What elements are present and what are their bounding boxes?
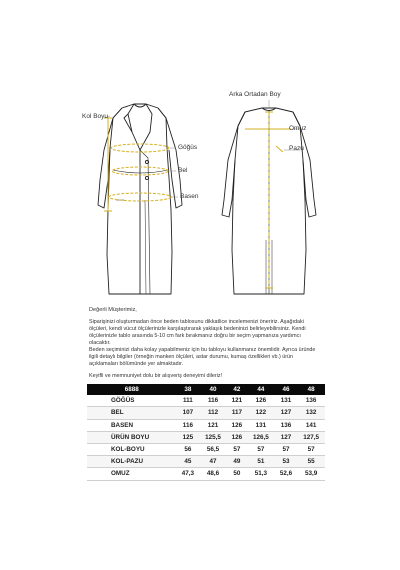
table-cell: 136 xyxy=(297,395,325,407)
table-cell: 111 xyxy=(177,395,200,407)
table-cell: 117 xyxy=(227,407,247,419)
table-cell: 126 xyxy=(227,419,247,431)
row-label: GÖĞÜS xyxy=(87,395,177,407)
table-cell: 107 xyxy=(177,407,200,419)
table-cell: 127 xyxy=(275,407,298,419)
table-cell: 112 xyxy=(199,407,227,419)
row-label: ÜRÜN BOYU xyxy=(87,431,177,443)
coat-back-view xyxy=(222,108,316,294)
table-cell: 116 xyxy=(199,395,227,407)
table-cell: 127 xyxy=(275,431,298,443)
table-row xyxy=(87,468,325,480)
header-product-code: 6888 xyxy=(87,384,177,395)
table-cell: 126,5 xyxy=(247,431,275,443)
table-cell: 131 xyxy=(247,419,275,431)
table-header-row xyxy=(87,384,325,395)
table-cell: 53 xyxy=(275,456,298,468)
table-row xyxy=(87,443,325,455)
table-row xyxy=(87,395,325,407)
back-measure-lines xyxy=(245,112,291,288)
table-cell: 132 xyxy=(297,407,325,419)
table-cell: 49 xyxy=(227,456,247,468)
table-cell: 141 xyxy=(297,419,325,431)
row-label: OMUZ xyxy=(87,468,177,480)
table-cell: 57 xyxy=(247,443,275,455)
table-cell: 126 xyxy=(227,431,247,443)
row-label: BASEN xyxy=(87,419,177,431)
note-paragraph-2: Beden seçiminizi daha kolay yapabilmeniz için bu tabloyu kullanmanız önemlidir. Ayrıca üründe ilgili detaylı bilgiler (örneğin manken ölçüleri, astar durumu, kumaş özellikleri vb.) ürün açıklamaları bölümünde yer almaktadır. xyxy=(89,347,316,367)
header-size: 46 xyxy=(275,384,298,395)
label-pazu: Pazu xyxy=(289,145,304,152)
header-size: 38 xyxy=(177,384,200,395)
label-omuz: Omuz xyxy=(289,125,307,132)
size-chart-table xyxy=(87,384,325,481)
table-row xyxy=(87,456,325,468)
table-cell: 125,5 xyxy=(199,431,227,443)
row-label: BEL xyxy=(87,407,177,419)
note-paragraph-1: Siparişinizi oluşturmadan önce beden tablosunu dikkatlice incelemenizi öneririz. Aşağıdaki ölçüleri, kendi vücut ölçülerinizle karşılaştırarak yaklaşık bedeninizi belirleyebilirsiniz. Kendi ölçülerinizle tablo arasında 5-10 cm fark bırakmanız doğru bir seçim yapmanıza yardımcı olacaktır. xyxy=(89,319,306,346)
table-cell: 57 xyxy=(227,443,247,455)
table-cell: 47,3 xyxy=(177,468,200,480)
table-row xyxy=(87,407,325,419)
table-cell: 121 xyxy=(227,395,247,407)
table-row xyxy=(87,431,325,443)
label-gogus: Göğüs xyxy=(178,144,198,151)
note-greeting: Değerli Müşterimiz, xyxy=(89,307,137,313)
header-size: 40 xyxy=(199,384,227,395)
label-arka-ortadan-boy: Arka Ortadan Boy xyxy=(229,91,281,98)
table-cell: 57 xyxy=(297,443,325,455)
table-cell: 53,9 xyxy=(297,468,325,480)
table-cell: 136 xyxy=(275,419,298,431)
header-size: 42 xyxy=(227,384,247,395)
front-measure-lines xyxy=(104,118,171,211)
table-cell: 56 xyxy=(177,443,200,455)
header-size: 44 xyxy=(247,384,275,395)
note-closing: Keyifli ve memnuniyet dolu bir alışveriş deneyimi dileriz! xyxy=(89,373,223,379)
table-cell: 127,5 xyxy=(297,431,325,443)
label-basen: Basen xyxy=(180,193,199,200)
table-cell: 45 xyxy=(177,456,200,468)
table-cell: 52,6 xyxy=(275,468,298,480)
table-cell: 51 xyxy=(247,456,275,468)
table-cell: 47 xyxy=(199,456,227,468)
table-cell: 51,3 xyxy=(247,468,275,480)
table-cell: 121 xyxy=(199,419,227,431)
customer-note xyxy=(89,307,321,380)
table-cell: 57 xyxy=(275,443,298,455)
table-cell: 131 xyxy=(275,395,298,407)
table-cell: 122 xyxy=(247,407,275,419)
table-row xyxy=(87,419,325,431)
table-cell: 56,5 xyxy=(199,443,227,455)
table-cell: 55 xyxy=(297,456,325,468)
row-label: KOL-BOYU xyxy=(87,443,177,455)
table-cell: 126 xyxy=(247,395,275,407)
label-kol-boyu: Kol Boyu xyxy=(82,113,109,120)
table-cell: 116 xyxy=(177,419,200,431)
table-cell: 125 xyxy=(177,431,200,443)
header-size: 48 xyxy=(297,384,325,395)
coat-front-view xyxy=(98,104,182,294)
table-cell: 48,6 xyxy=(199,468,227,480)
table-cell: 50 xyxy=(227,468,247,480)
row-label: KOL-PAZU xyxy=(87,456,177,468)
label-bel: Bel xyxy=(178,167,188,174)
